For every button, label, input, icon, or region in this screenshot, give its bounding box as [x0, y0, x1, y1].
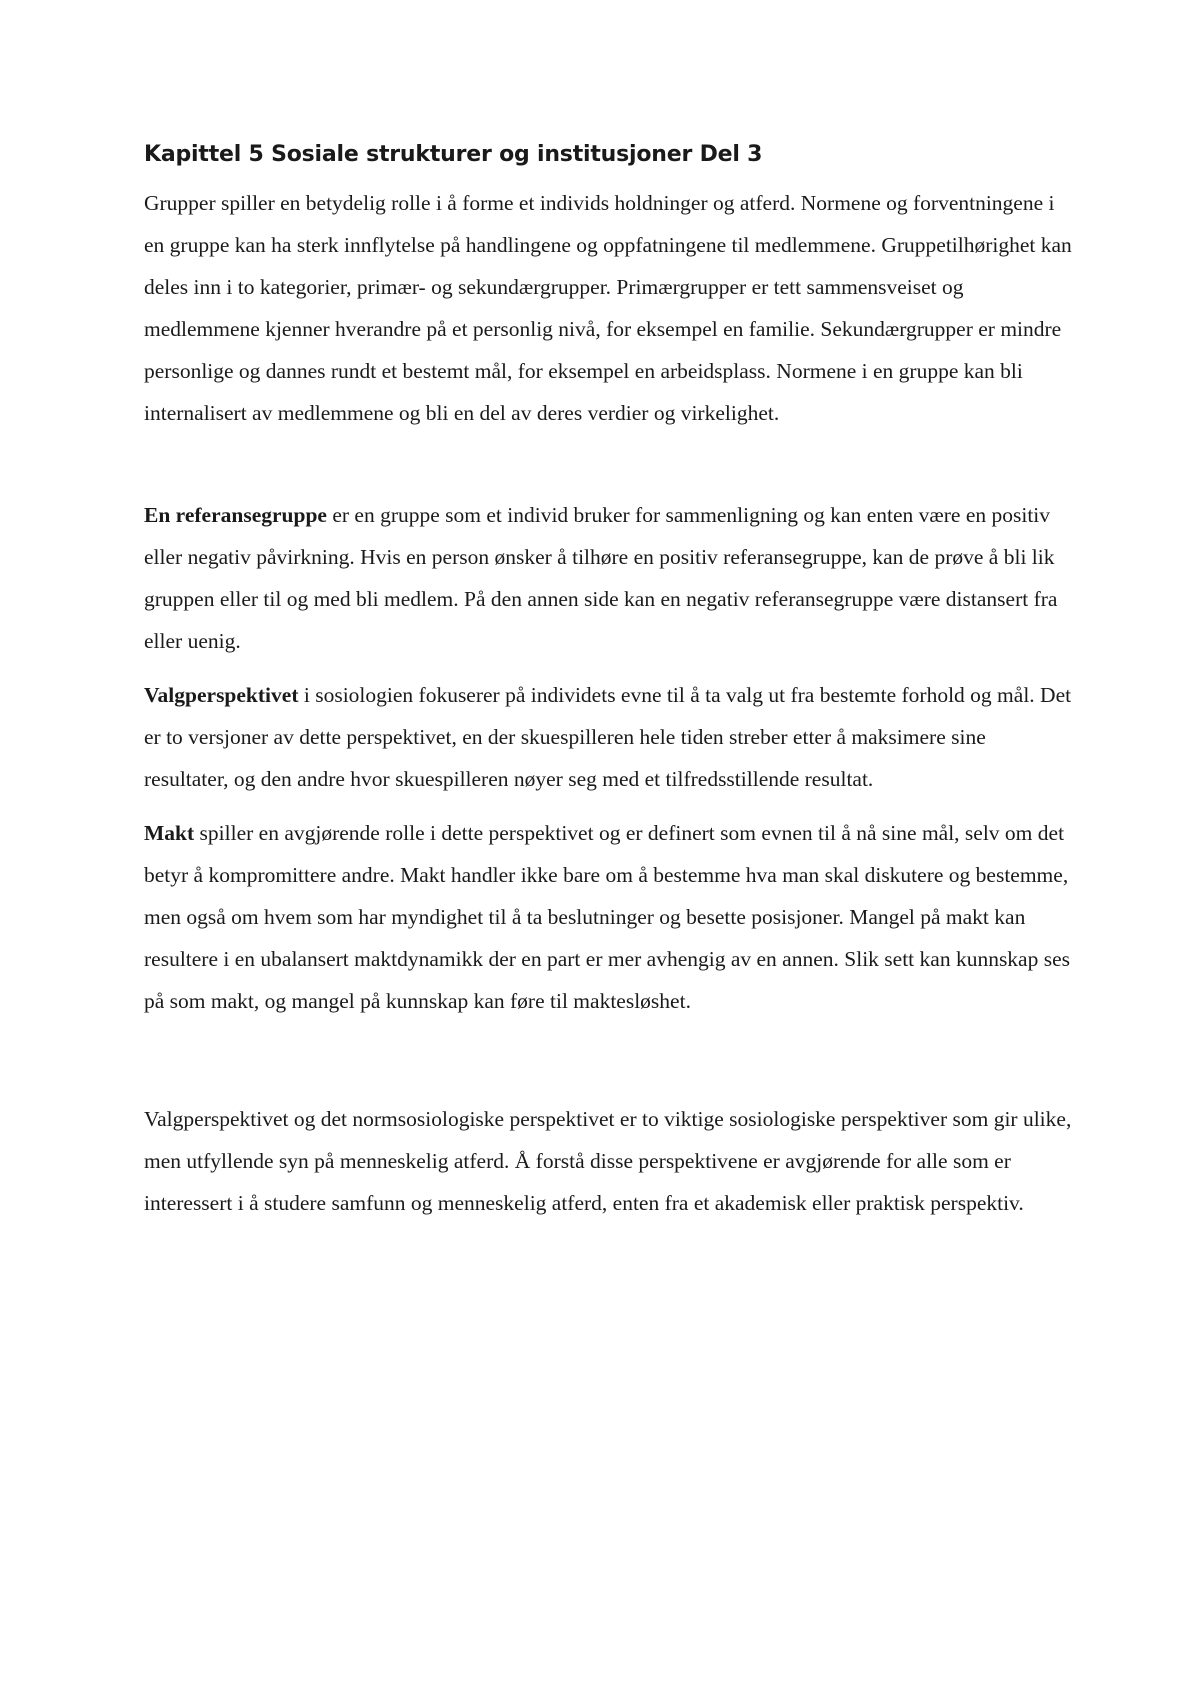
paragraph-choice-perspective-text: i sosiologien fokuserer på individets evne til å ta valg ut fra bestemte forhold og mål. Det er to versjoner av dette perspektivet, en der skuespilleren hele tiden streber etter å maksimere sine resultater, og den andre hvor skuespilleren nøyer seg med et tilfredsstillende resultat.	[144, 683, 1072, 791]
spacer	[144, 800, 1074, 812]
spacer	[144, 434, 1074, 494]
document-title: Kapittel 5 Sosiale strukturer og institusjoner Del 3	[144, 142, 763, 167]
paragraph-conclusion: Valgperspektivet og det normsosiologiske perspektivet er to viktige sosiologiske perspektiver som gir ulike, men utfyllende syn på menneskelig atferd. Å forstå disse perspektivene er avgjørende for alle som er interessert i å studere samfunn og menneskelig atferd, enten fra et akademisk eller praktisk perspektiv.	[144, 1107, 1072, 1215]
paragraph-power	[144, 812, 1074, 1022]
paragraph-reference-group	[144, 494, 1074, 662]
paragraph-groups: Grupper spiller en betydelig rolle i å forme et individs holdninger og atferd. Normene og forventningene i en gruppe kan ha sterk innflytelse på handlingene og oppfatningene til medlemmene. Gruppetilhørighet kan deles inn i to kategorier, primær- og sekundærgrupper. Primærgrupper er tett sammensveiset og medlemmene kjenner hverandre på et personlig nivå, for eksempel en familie. Sekundærgrupper er mindre personlige og dannes rundt et bestemt mål, for eksempel en arbeidsplass. Normene i en gruppe kan bli internalisert av medlemmene og bli en del av deres verdier og virkelighet.	[144, 191, 1072, 425]
paragraph-power-text: spiller en avgjørende rolle i dette perspektivet og er definert som evnen til å nå sine mål, selv om det betyr å kompromittere andre. Makt handler ikke bare om å bestemme hva man skal diskutere og bestemme, men også om hvem som har myndighet til å ta beslutninger og besette posisjoner. Mangel på makt kan resultere i en ubalansert maktdynamikk der en part er mer avhengig av en annen. Slik sett kan kunnskap ses på som makt, og mangel på kunnskap kan føre til maktesløshet.	[144, 821, 1071, 1013]
document-body	[144, 140, 1074, 1224]
term-reference-group: En referansegruppe	[144, 503, 327, 527]
term-choice-perspective: Valgperspektivet	[144, 683, 299, 707]
spacer	[144, 662, 1074, 674]
paragraph-choice-perspective	[144, 674, 1074, 800]
spacer	[144, 1022, 1074, 1098]
paragraph-reference-group-text: er en gruppe som et individ bruker for sammenligning og kan enten være en positiv eller negativ påvirkning. Hvis en person ønsker å tilhøre en positiv referansegruppe, kan de prøve å bli lik gruppen eller til og med bli medlem. På den annen side kan en negativ referansegruppe være distansert fra eller uenig.	[144, 503, 1058, 653]
term-power: Makt	[144, 821, 195, 845]
